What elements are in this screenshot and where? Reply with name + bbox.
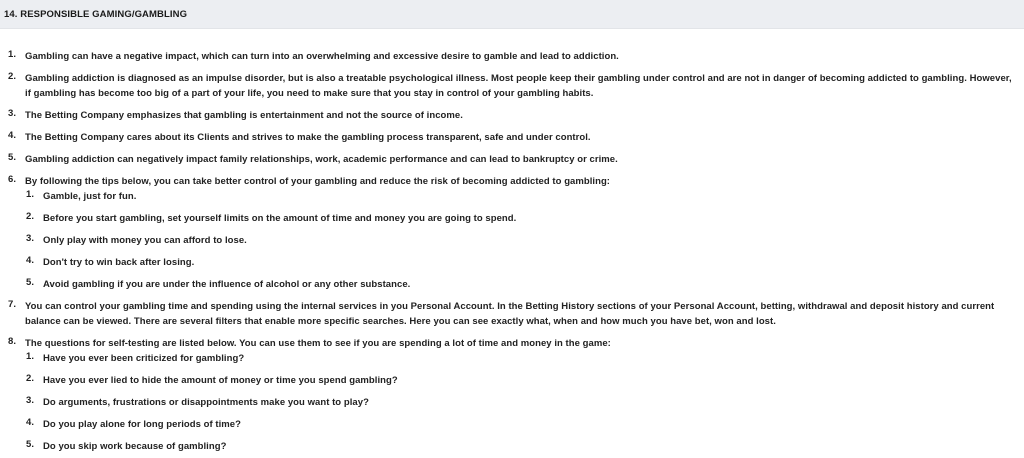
item-text: The Betting Company emphasizes that gambling is entertainment and not the source of income.	[25, 110, 463, 121]
question-item-3	[26, 395, 1012, 410]
question-text: Do arguments, frustrations or disappointments make you want to play?	[43, 397, 369, 408]
tip-number: 2.	[26, 211, 35, 222]
section-header	[0, 0, 1024, 29]
question-text: Have you ever been criticized for gambling?	[43, 353, 245, 364]
list-item-1	[8, 49, 1012, 64]
question-text: Do you play alone for long periods of time?	[43, 419, 241, 430]
section-title: 14. RESPONSIBLE GAMING/GAMBLING	[4, 8, 188, 20]
question-item-4	[26, 417, 1012, 432]
item-text: You can control your gambling time and spending using the internal services in you Personal Account. In the Betting History sections of your Personal Account, betting, withdrawal and deposit history and current balance can be viewed. There are several filters that enable more specific searches. Here you can see exactly what, when and how much you have bet, won and lost.	[25, 301, 995, 327]
tip-text: Don't try to win back after losing.	[43, 257, 195, 268]
item-text: Gambling addiction can negatively impact family relationships, work, academic performance and can lead to bankruptcy or crime.	[25, 154, 618, 165]
question-item-1	[26, 351, 1012, 366]
tip-number: 5.	[26, 277, 35, 288]
item-number: 1.	[8, 49, 17, 60]
list-item-2	[8, 71, 1012, 101]
question-number: 5.	[26, 439, 35, 450]
tip-text: Before you start gambling, set yourself limits on the amount of time and money you are going to spend.	[43, 213, 517, 224]
item-number: 6.	[8, 174, 17, 185]
question-text: Do you skip work because of gambling?	[43, 441, 227, 452]
question-number: 2.	[26, 373, 35, 384]
tip-item-3	[26, 233, 1012, 248]
tip-text: Gamble, just for fun.	[43, 191, 137, 202]
question-text: Have you ever lied to hide the amount of money or time you spend gambling?	[43, 375, 398, 386]
tip-item-2	[26, 211, 1012, 226]
item-text: Gambling can have a negative impact, which can turn into an overwhelming and excessive desire to gamble and lead to addiction.	[25, 51, 619, 62]
list-item-5	[8, 152, 1012, 167]
item-text: By following the tips below, you can take better control of your gambling and reduce the risk of becoming addicted to gambling:	[25, 176, 611, 187]
list-item-4	[8, 130, 1012, 145]
question-number: 4.	[26, 417, 35, 428]
item-text: The questions for self-testing are listed below. You can use them to see if you are spending a lot of time and money in the game:	[25, 338, 611, 349]
item-text: The Betting Company cares about its Clients and strives to make the gambling process transparent, safe and under control.	[25, 132, 591, 143]
item-number: 8.	[8, 336, 17, 347]
question-number: 3.	[26, 395, 35, 406]
tip-text: Only play with money you can afford to lose.	[43, 235, 247, 246]
list-item-6	[8, 174, 1012, 292]
list-item-8	[8, 336, 1012, 454]
item-number: 4.	[8, 130, 17, 141]
tip-number: 4.	[26, 255, 35, 266]
tip-number: 3.	[26, 233, 35, 244]
list-item-7	[8, 299, 1012, 329]
tip-item-4	[26, 255, 1012, 270]
tip-text: Avoid gambling if you are under the influence of alcohol or any other substance.	[43, 279, 411, 290]
item-number: 7.	[8, 299, 17, 310]
tip-item-1	[26, 189, 1012, 204]
tip-item-5	[26, 277, 1012, 292]
item-number: 5.	[8, 152, 17, 163]
question-item-5	[26, 439, 1012, 454]
tip-number: 1.	[26, 189, 35, 200]
document-body	[0, 49, 1024, 454]
question-number: 1.	[26, 351, 35, 362]
item-number: 3.	[8, 108, 17, 119]
item-text: Gambling addiction is diagnosed as an impulse disorder, but is also a treatable psychological illness. Most people keep their gambling under control and are not in danger of becoming addicted to gambling. However, if gambling has become too big of a part of your life, you need to make sure that you stay in control of your gambling habits.	[25, 73, 1012, 99]
questions-list	[25, 351, 1012, 454]
list-item-3	[8, 108, 1012, 123]
question-item-2	[26, 373, 1012, 388]
main-list	[8, 49, 1012, 454]
tips-list	[25, 189, 1012, 292]
item-number: 2.	[8, 71, 17, 82]
